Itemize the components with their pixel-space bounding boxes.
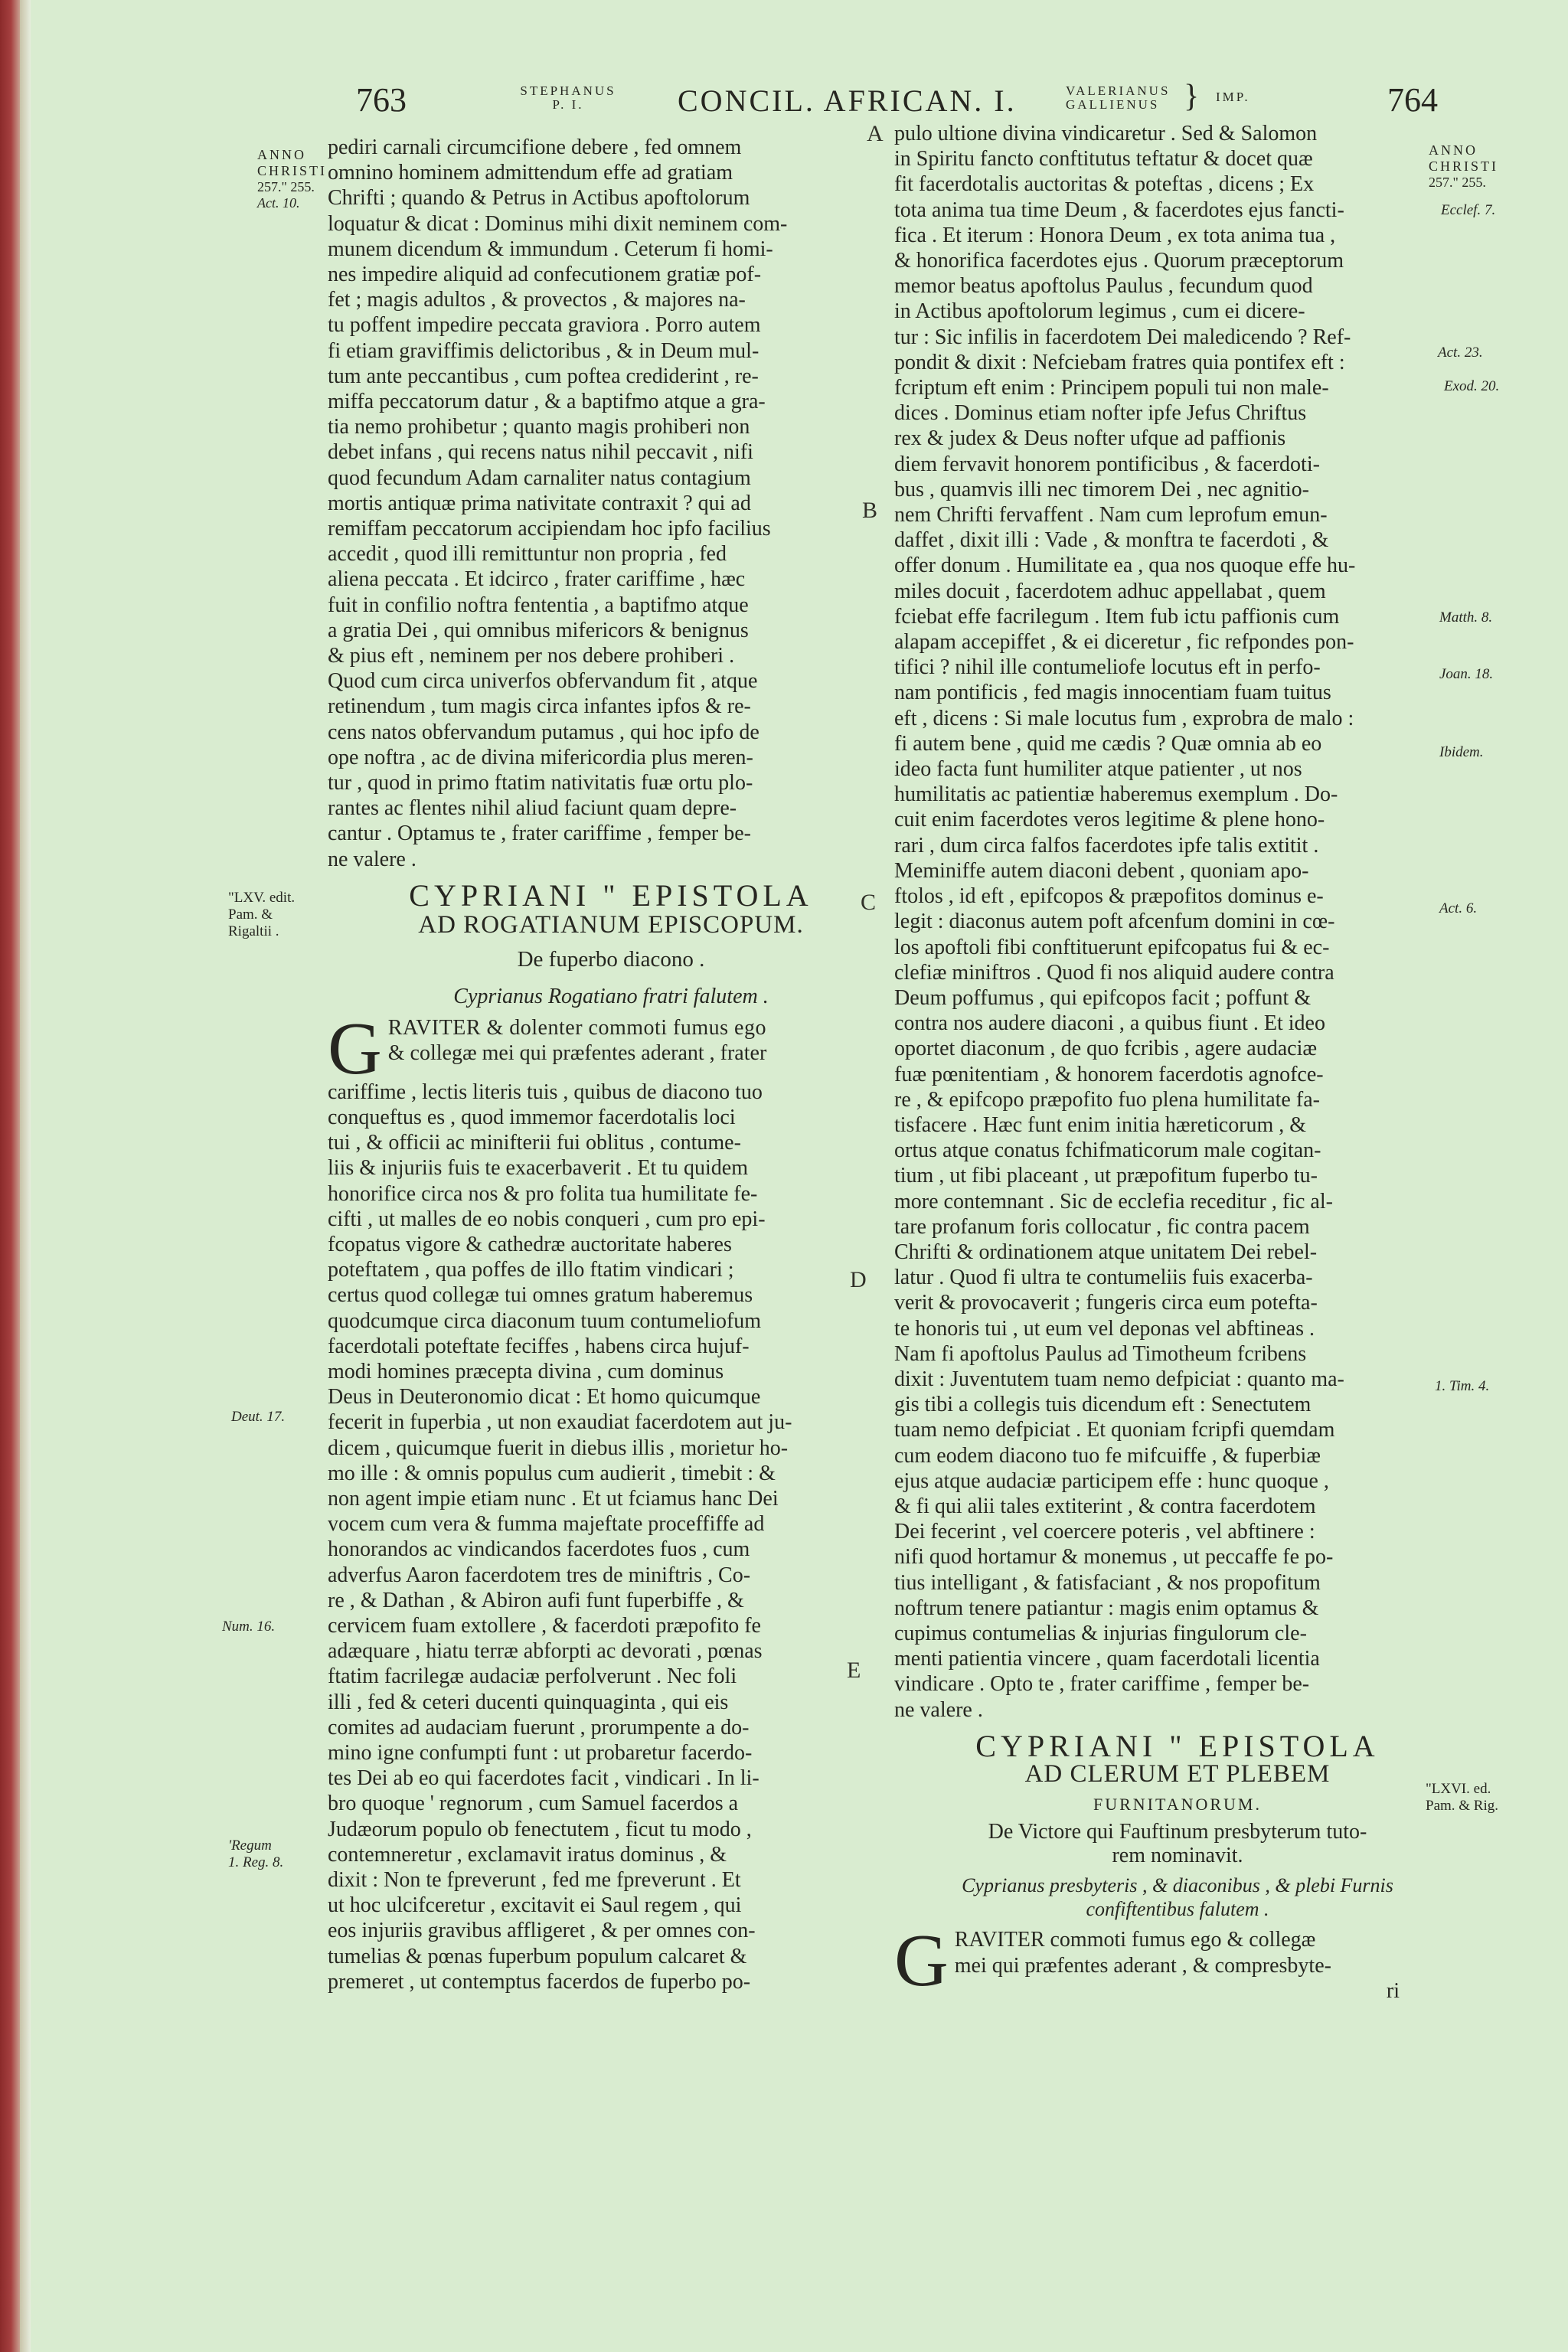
text-line: te honoris tui , ut eum vel deponas vel abftineas . — [894, 1316, 1315, 1341]
epistle-place-right: FURNITANORUM. — [1093, 1795, 1262, 1815]
text-line: cupimus contumelias & injurias fingulorum cle- — [894, 1621, 1307, 1645]
ref-eccles: Ecclef. 7. — [1441, 202, 1496, 218]
ref-tim: 1. Tim. 4. — [1435, 1378, 1490, 1394]
text-line: a gratia Dei , qui omnibus mifericors & benignus — [328, 618, 749, 642]
imp-label: IMP. — [1216, 90, 1250, 104]
salutation-line1: Cyprianus presbyteris , & diaconibus , & plebi Furnis — [962, 1874, 1393, 1897]
text-line: dicem , quicumque fuerit in diebus illis , morietur ho- — [328, 1436, 789, 1460]
text-line: re , & epifcopo præpofito fuo plena humilitate fa- — [894, 1087, 1320, 1112]
page-number-left: 763 — [356, 81, 407, 119]
text-line: cuit enim facerdotes veros legitime & plene hono- — [894, 808, 1325, 832]
dropcap-left: G — [328, 1007, 382, 1090]
text-line: Deum poffumus , qui epifcopos facit ; poffunt & — [894, 985, 1312, 1010]
text-line: certus quod collegæ tui omnes gratum haberemus — [328, 1283, 753, 1308]
left-text-top — [328, 135, 894, 872]
text-line: omnino hominem admittendum effe ad gratiam — [328, 161, 733, 185]
text-line: tare profanum foris collocatur , fic contra pacem — [894, 1214, 1310, 1239]
text-line: illi , fed & ceteri ducenti quinquaginta , qui eis — [328, 1690, 729, 1714]
text-line: & fi qui alii tales extiterint , & contra facerdotem — [894, 1494, 1316, 1518]
book-spine — [0, 0, 20, 2352]
ref-act10: Act. 10. — [257, 195, 300, 211]
line: RAVITER & dolenter commoti fumus ego — [387, 1015, 766, 1040]
text-line: in Actibus apoftolorum legimus , cum ei dicere- — [894, 299, 1305, 324]
text-line: re , & Dathan , & Abiron aufi funt fuperbiffe , & — [328, 1588, 744, 1612]
year-label: 257." 255. — [257, 179, 315, 194]
emperor-1: VALERIANUS — [1066, 83, 1171, 98]
ref-joan: Joan. 18. — [1439, 666, 1494, 682]
year-label: 257." 255. — [1429, 175, 1486, 190]
christi-label: CHRISTI — [1429, 158, 1499, 174]
text-line: miffa peccatorum datur , & a baptifmo atque a gra- — [328, 390, 766, 414]
text-line: more contemnant . Sic de ecclefia receditur , fic al- — [894, 1189, 1333, 1214]
note-ep65-line2: Pam. & — [228, 906, 273, 923]
text-line: non agent impie etiam nunc . Et ut fciamus hanc Dei — [328, 1486, 779, 1511]
text-line: diem fervavit honorem pontificibus , & facerdoti- — [894, 452, 1320, 476]
text-line: conqueftus es , quod immemor facerdotalis loci — [328, 1105, 736, 1129]
text-line: retinendum , tum magis circa infantes ipfos & re- — [328, 694, 751, 719]
text-line: nes impedire aliquid ad confecutionem gratiæ pof- — [328, 263, 762, 287]
text-line: Quod cum circa univerfos obfervandum fit , atque — [328, 669, 758, 694]
text-line: honorandos ac vindicandos facerdotes fuos , cum — [328, 1537, 750, 1562]
text-line: liis & injuriis fuis te exacerbaverit . Et tu quidem — [328, 1156, 748, 1181]
ref-matth: Matth. 8. — [1439, 609, 1493, 626]
epistle-subject-left: De fuperbo diacono . — [517, 947, 705, 972]
text-line: tumelias & pœnas fuperbum populum calcaret & — [328, 1944, 747, 1968]
text-line: accedit , quod illi remittuntur non propria , fed — [328, 542, 727, 567]
ref-num: Num. 16. — [222, 1619, 276, 1635]
pope-label — [492, 84, 645, 112]
text-line: ftatim facrilegæ audaciæ perfolverunt . Nec foli — [328, 1664, 737, 1689]
text-line: tum ante peccantibus , cum poftea crediderint , re- — [328, 364, 759, 388]
text-line: poteftatem , qua poffes de illo ftatim vindicari ; — [328, 1258, 734, 1282]
epistle-title-right: CYPRIANI " EPISTOLA — [975, 1728, 1380, 1763]
right-text-top — [894, 121, 1461, 1723]
text-line: dixit : Non te fpreverunt , fed me fpreverunt . Et — [328, 1868, 741, 1892]
regum-line2: 1. Reg. 8. — [228, 1854, 284, 1870]
text-line: tui , & officii ac minifterii fui oblitus , contume- — [328, 1131, 741, 1155]
text-line: tu poffent impedire peccata graviora . Porro autem — [328, 313, 761, 338]
book-page — [31, 0, 1568, 2352]
text-line: nifi quod hortamur & monemus , ut peccaffe fe po- — [894, 1545, 1334, 1570]
text-line: fica . Et iterum : Honora Deum , ex tota anima tua , — [894, 223, 1336, 247]
text-line: pulo ultione divina vindicaretur . Sed & Salomon — [894, 122, 1318, 145]
anno-christi-right — [1429, 142, 1498, 191]
line: ri — [1386, 1978, 1400, 2003]
left-column — [328, 135, 894, 1994]
text-line: ut hoc ulcifceretur , excitavit ei Saul regem , qui — [328, 1893, 742, 1918]
text-line: quodcumque circa diaconum tuum contumeliofum — [328, 1308, 762, 1333]
text-line: cum eodem diacono tuo fe mifcuiffe , & fuperbiæ — [894, 1443, 1321, 1468]
text-line: fciebat effe facrilegum . Item fub ictu paffionis cum — [894, 604, 1340, 629]
text-line: eft , dicens : Si male locutus fum , exprobra de malo : — [894, 706, 1354, 730]
text-line: tisfacere . Hæc funt enim initia hæreticorum , & — [894, 1112, 1307, 1137]
text-line: tifici ? nihil ille contumeliofe locutus eft in perfo- — [894, 655, 1321, 680]
text-line: fit facerdotalis auctoritas & poteftas , dicens ; Ex — [894, 172, 1315, 197]
text-line: bus , quamvis illi nec timorem Dei , nec agnitio- — [894, 477, 1309, 501]
text-line: ne valere . — [328, 847, 416, 871]
text-line: loquatur & dicat : Dominus mihi dixit neminem com- — [328, 211, 788, 236]
text-line: honorifice circa nos & pro folita tua humilitate fe- — [328, 1181, 758, 1206]
text-line: pediri carnali circumcifione debere , fed omnem — [328, 136, 742, 159]
text-line: fi etiam graviffimis delictoribus , & in Deum mul- — [328, 338, 760, 363]
ref-deut: Deut. 17. — [231, 1409, 286, 1425]
text-line: eos injuriis gravibus affligeret , & per omnes con- — [328, 1919, 756, 1943]
text-line: ftolos , id eft , epifcopos & præpofitos dominus e- — [894, 884, 1324, 909]
text-line: remiffam peccatorum accipiendam hoc ipfo facilius — [328, 517, 771, 541]
text-line: & pius eft , neminem per nos debere prohiberi . — [328, 644, 735, 668]
text-line: fi autem bene , quid me cædis ? Quæ omnia ab eo — [894, 731, 1322, 756]
anno-label: ANNO — [1429, 142, 1478, 158]
subject-line1: De Victore qui Fauftinum presbyterum tuto- — [988, 1820, 1367, 1844]
text-line: debet infans , qui recens natus nihil peccavit , nifi — [328, 440, 753, 465]
text-line: verit & provocaverit ; fungeris circa eum potefta- — [894, 1291, 1318, 1315]
text-line: tes Dei ab eo qui facerdotes facit , vindicari . In li- — [328, 1766, 760, 1791]
text-line: ope noftra , ac de divina mifericordia plus meren- — [328, 745, 753, 769]
right-column — [894, 121, 1461, 2004]
text-line: nem Chrifti fervaffent . Nam cum leprofum emun- — [894, 503, 1328, 528]
text-line: dices . Dominus etiam nofter ipfe Jefus Chriftus — [894, 401, 1307, 426]
text-line: legit : diaconus autem poft afcenfum domini in cœ- — [894, 910, 1335, 934]
text-line: menti patientia vincere , quam facerdotali licentia — [894, 1647, 1320, 1671]
text-line: facerdotali poteftate feciffes , habens circa hujuf- — [328, 1334, 750, 1358]
text-line: vocem cum vera & fumma majeftate proceffiffe ad — [328, 1512, 765, 1537]
text-line: mortis antiquæ prima nativitate contraxit ? qui ad — [328, 491, 751, 515]
text-line: tium , ut fibi placeant , ut præpofitum fuperbo tu- — [894, 1164, 1318, 1188]
text-line: ne valere . — [894, 1697, 983, 1722]
text-line: gis tibi a collegis tuis dicendum eft : Senectutem — [894, 1393, 1312, 1417]
text-line: adæquare , hiatu terræ abforpti ac devorati , pœnas — [328, 1639, 763, 1664]
pope-number: P. I. — [552, 97, 584, 112]
text-line: quod fecundum Adam carnaliter natus contagium — [328, 466, 751, 490]
text-line: Chrifti & ordinationem atque unitatem Dei rebel- — [894, 1240, 1318, 1264]
ref-exod: Exod. 20. — [1444, 378, 1500, 394]
text-line: comites ad audaciam fuerunt , prorumpente a do- — [328, 1715, 750, 1740]
text-line: ideo facta funt humiliter atque patienter , ut nos — [894, 757, 1302, 782]
salutation-left: Cyprianus Rogatiano fratri falutem . — [453, 984, 769, 1008]
text-line: & honorifica facerdotes ejus . Quorum præceptorum — [894, 249, 1344, 273]
text-line: cifti , ut malles de eo nobis conqueri , cum pro epi- — [328, 1207, 766, 1231]
epistle-recipient-right: AD CLERUM ET PLEBEM — [1024, 1760, 1331, 1788]
text-line: noftrum tenere patiantur : magis enim optamus & — [894, 1596, 1319, 1620]
emperor-2: GALLIENUS — [1066, 97, 1160, 112]
ref-act6: Act. 6. — [1439, 900, 1478, 916]
text-line: tius intelligant , & fatisfaciant , & nos propofitum — [894, 1570, 1321, 1595]
emperors-label — [1066, 84, 1188, 112]
note-ep65-line3: Rigaltii . — [228, 923, 279, 939]
christi-label: CHRISTI — [257, 163, 328, 178]
margin-note-ep65 — [228, 890, 295, 940]
dropcap-right: G — [894, 1919, 949, 2003]
section-letter-b: B — [862, 498, 878, 523]
left-text-bottom — [328, 1080, 894, 1994]
text-line: humilitatis ac patientiæ haberemus exemplum . Do- — [894, 782, 1338, 807]
text-line: tota anima tua time Deum , & facerdotes ejus fancti- — [894, 198, 1344, 222]
subject-line2: rem nominavit. — [1112, 1844, 1243, 1868]
text-line: alapam accepiffet , & ei diceretur , fic refpondes pon- — [894, 630, 1354, 655]
text-line: Meminiffe autem diaconi debent , quoniam apo- — [894, 858, 1309, 883]
epistle-subject-right — [894, 1820, 1461, 1867]
anno-christi-left — [257, 147, 327, 211]
text-line: Nam fi apoftolus Paulus ad Timotheum fcribens — [894, 1341, 1307, 1366]
epistle-title-left: CYPRIANI " EPISTOLA — [409, 877, 813, 913]
text-line: tur , quod in primo ftatim nativitatis fuæ ortu plo- — [328, 771, 753, 795]
ref-act23: Act. 23. — [1438, 345, 1483, 361]
text-line: Dei fecerint , vel coercere poteris , vel abftinere : — [894, 1520, 1315, 1544]
epistle-recipient-left: AD ROGATIANUM EPISCOPUM. — [418, 911, 804, 939]
text-line: cervicem fuam extollere , & facerdoti præpofito fe — [328, 1613, 761, 1638]
text-line: vindicare . Opto te , frater cariffime , femper be- — [894, 1672, 1310, 1697]
note-ep66-line1: "LXVI. ed. — [1426, 1781, 1491, 1797]
section-letter-a: A — [867, 121, 884, 146]
text-line: premeret , ut contemptus facerdos de fuperbo po- — [328, 1969, 751, 1994]
section-letter-d: D — [850, 1267, 867, 1292]
text-line: fcopatus vigore & cathedræ auctoritate haberes — [328, 1232, 732, 1256]
ref-regum — [228, 1838, 283, 1871]
text-line: oportet diaconum , de quo fcribis , agere audaciæ — [894, 1037, 1318, 1061]
anno-label: ANNO — [257, 147, 306, 162]
text-line: tia nemo prohibetur ; quanto magis prohiberi non — [328, 415, 750, 439]
margin-note-ep66 — [1426, 1781, 1498, 1815]
text-line: bro quoque ' regnorum , cum Samuel facerdos a — [328, 1792, 739, 1816]
text-line: tuam nemo defpiciat . Et quoniam fcripfi quemdam — [894, 1418, 1335, 1442]
text-line: munem dicendum & immundum . Ceterum fi homi- — [328, 237, 773, 261]
text-line: ejus atque audaciæ participem effe : hunc quoque , — [894, 1468, 1329, 1493]
text-line: fuit in confilio noftra fententia , a baptifmo atque — [328, 593, 749, 617]
text-line: mino igne confumpti funt : ut probaretur facerdo- — [328, 1740, 753, 1765]
text-line: los apoftoli fibi conftituerunt epifcopatus fui & ec- — [894, 935, 1330, 959]
text-line: Deus in Deuteronomio dicat : Et homo quicumque — [328, 1385, 761, 1410]
text-line: dixit : Juventutem tuam nemo defpiciat : quanto ma- — [894, 1367, 1344, 1391]
salutation-line2: confiftentibus falutem . — [1086, 1898, 1269, 1921]
line: mei qui præfentes aderant , & compresbyte- — [954, 1953, 1331, 1978]
text-line: pondit & dixit : Nefciebam fratres quia pontifex eft : — [894, 350, 1345, 374]
text-line: cariffime , lectis literis tuis , quibus de diacono tuo — [328, 1080, 763, 1104]
running-title: CONCIL. AFRICAN. I. — [678, 83, 1017, 118]
salutation-right — [894, 1873, 1461, 1921]
text-line: cens natos obfervandum putamus , qui hoc ipfo de — [328, 720, 760, 744]
page-number-right: 764 — [1387, 81, 1438, 119]
dropcap-paragraph-right — [894, 1919, 1461, 2004]
ref-ibidem: Ibidem. — [1439, 744, 1484, 760]
line: RAVITER commoti fumus ego & collegæ — [954, 1928, 1316, 1952]
page-edge — [20, 0, 31, 2352]
text-line: cantur . Optamus te , frater cariffime , femper be- — [328, 822, 751, 846]
text-line: fet ; magis adultos , & provectos , & majores na- — [328, 288, 746, 312]
text-line: nam pontificis , fed magis innocentiam fuam tuitus — [894, 681, 1331, 705]
dropcap-paragraph-left — [328, 1007, 894, 1090]
text-line: aliena peccata . Et idcirco , frater cariffime , hæc — [328, 567, 746, 592]
text-line: rantes ac flentes nihil aliud faciunt quam depre- — [328, 796, 737, 821]
text-line: contemneretur , exclamavit iratus dominus , & — [328, 1842, 727, 1867]
regum-line1: 'Regum — [228, 1838, 272, 1854]
text-line: contra nos audere diaconi , a quibus fiunt . Et ideo — [894, 1011, 1325, 1036]
line: & collegæ mei qui præfentes aderant , frater — [387, 1040, 767, 1065]
text-line: in Spiritu fancto conftitutus teftatur & docet quæ — [894, 147, 1313, 172]
text-line: rari , dum circa falfos facerdotes ipfe talis extitit . — [894, 833, 1319, 858]
text-line: offer donum . Humilitate ea , qua nos quoque effe hu- — [894, 554, 1356, 578]
section-letter-c: C — [861, 890, 877, 915]
text-line: memor beatus apoftolus Paulus , fecundum quod — [894, 274, 1313, 299]
section-letter-e: E — [847, 1658, 861, 1683]
pope-name: STEPHANUS — [520, 83, 616, 98]
text-line: mo ille : & omnis populus cum audierit , timebit : & — [328, 1461, 776, 1485]
text-line: tur : Sic infilis in facerdotem Dei maledicendo ? Ref- — [894, 325, 1351, 349]
text-line: rex & judex & Deus nofter ufque ad paffionis — [894, 426, 1286, 451]
text-line: clefiæ miniftros . Quod fi nos aliquid audere contra — [894, 960, 1334, 985]
text-line: miles docuit , facerdotem adhuc appellabat , quem — [894, 579, 1326, 603]
note-ep65-line1: "LXV. edit. — [228, 890, 296, 906]
text-line: Chrifti ; quando & Petrus in Actibus apoftolorum — [328, 186, 750, 211]
text-line: Judæorum populo ob fenectutem , ficut tu modo , — [328, 1817, 752, 1841]
text-line: ortus atque conatus fchifmaticorum male cogitan- — [894, 1138, 1321, 1163]
text-line: fecerit in fuperbia , ut non exaudiat facerdotem aut ju- — [328, 1410, 792, 1435]
text-line: fuæ pœnitentiam , & honorem facerdotis agnofce- — [894, 1062, 1324, 1086]
text-line: modi homines præcepta divina , cum dominus — [328, 1359, 724, 1383]
text-line: fcriptum eft enim : Principem populi tui non male- — [894, 376, 1329, 400]
text-line: adverfus Aaron facerdotem tres de miniftris , Co- — [328, 1563, 751, 1587]
text-line: daffet , dixit illi : Vade , & monftra te facerdoti , & — [894, 528, 1329, 553]
text-line: latur . Quod fi ultra te contumeliis fuis exacerba- — [894, 1266, 1313, 1290]
brace-glyph: } — [1184, 79, 1200, 114]
note-ep66-line2: Pam. & Rig. — [1426, 1798, 1499, 1814]
